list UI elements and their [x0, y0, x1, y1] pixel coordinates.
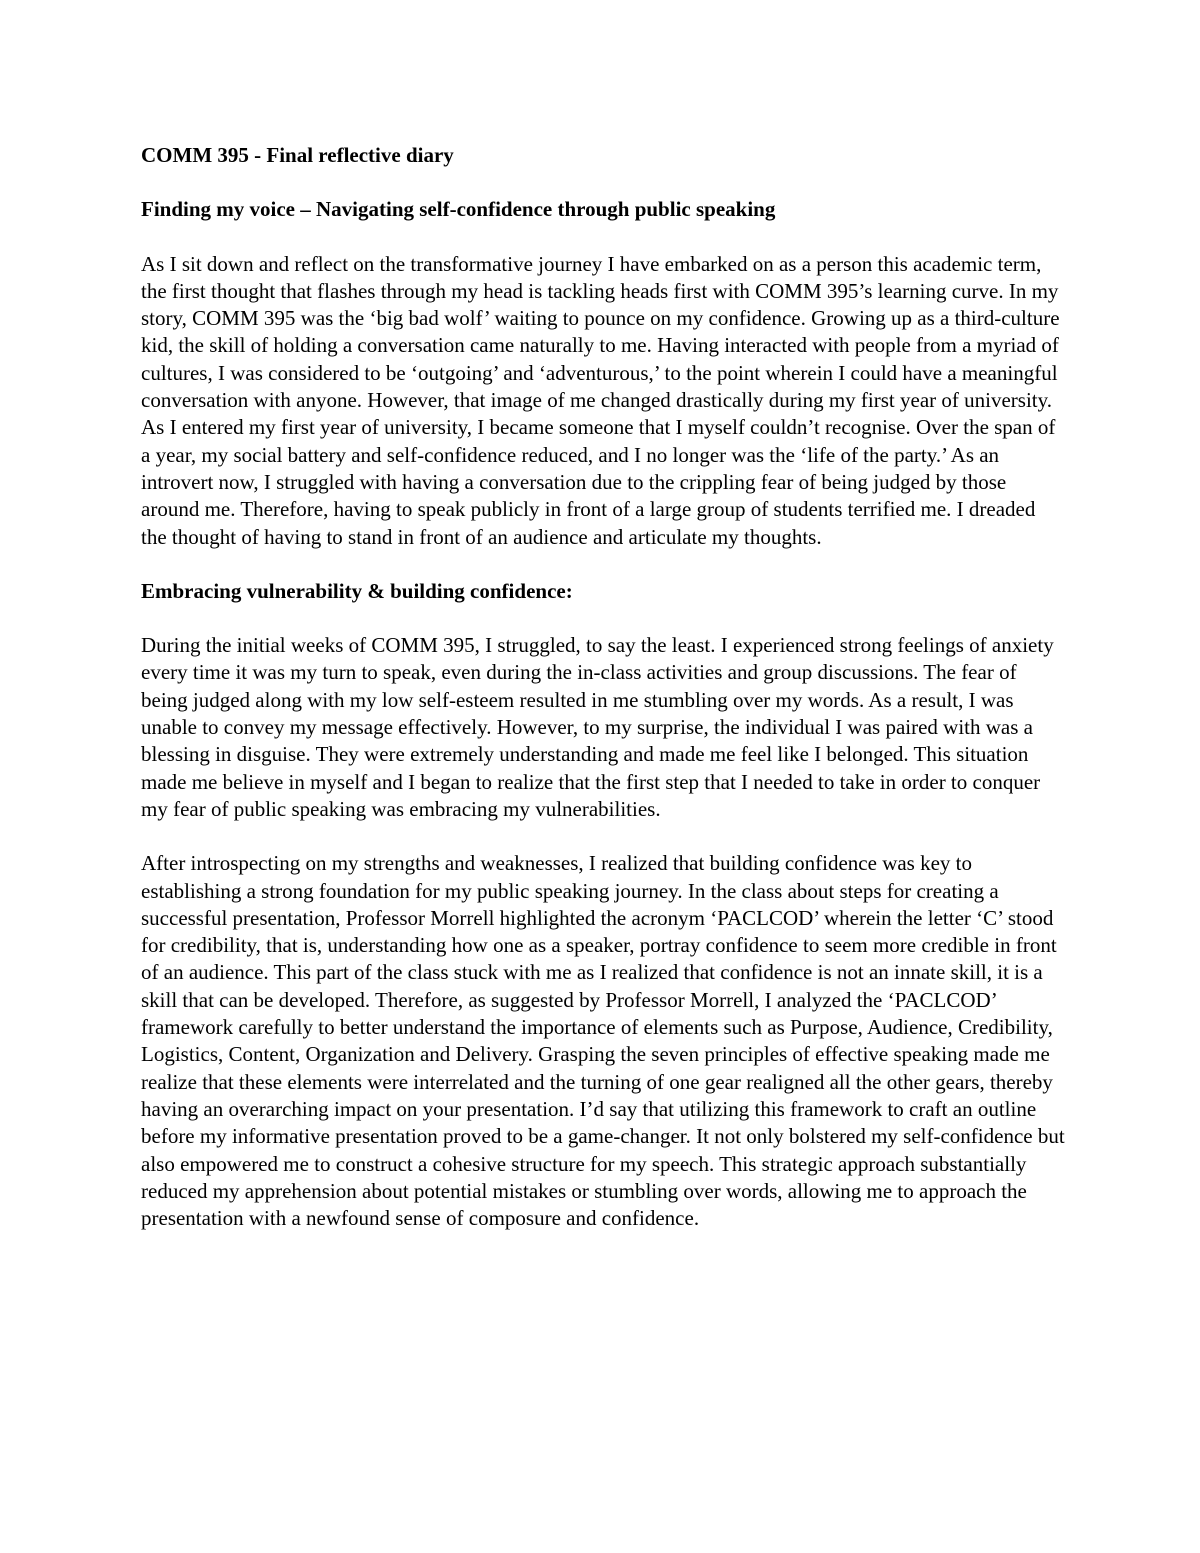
intro-paragraph: As I sit down and reflect on the transformative journey I have embarked on as a person this academic term, the first thought that flashes through my head is tackling heads first with COMM 395’s learning curve. In my story, COMM 395 was the ‘big bad wolf’ waiting to pounce on my confidence. Growing up as a third-culture kid, the skill of holding a conversation came naturally to me. Having interacted with people from a myriad of cultures, I was considered to be ‘outgoing’ and ‘adventurous,’ to the point wherein I could have a meaningful conversation with anyone. However, that image of me changed drastically during my first year of university. As I entered my first year of university, I became someone that I myself couldn’t recognise. Over the span of a year, my social battery and self-confidence reduced, and I no longer was the ‘life of the party.’ As an introvert now, I struggled with having a conversation due to the crippling fear of being judged by those around me. Therefore, having to speak publicly in front of a large group of students terrified me. I dreaded the thought of having to stand in front of an audience and articulate my thoughts.	[141, 251, 1060, 549]
section-paragraph-2: After introspecting on my strengths and weaknesses, I realized that building confidence was key to establishing a strong foundation for my public speaking journey. In the class about steps for creating a successful presentation, Professor Morrell highlighted the acronym ‘PACLCOD’ wherein the letter ‘C’ stood for credibility, that is, understanding how one as a speaker, portray confidence to seem more credible in front of an audience. This part of the class stuck with me as I realized that confidence is not an innate skill, it is a skill that can be developed. Therefore, as suggested by Professor Morrell, I analyzed the ‘PACLCOD’ framework carefully to better understand the importance of elements such as Purpose, Audience, Credibility, Logistics, Content, Organization and Delivery. Grasping the seven principles of effective speaking made me realize that these elements were interrelated and the turning of one gear realigned all the other gears, thereby having an overarching impact on your presentation. I’d say that utilizing this framework to craft an outline before my informative presentation proved to be a game-changer. It not only bolstered my self-confidence but also empowered me to construct a cohesive structure for my speech. This strategic approach substantially reduced my apprehension about potential mistakes or stumbling over words, allowing me to approach the presentation with a newfound sense of composure and confidence.	[141, 851, 1065, 1231]
section-heading: Embracing vulnerability & building confidence:	[141, 578, 573, 603]
document-subtitle: Finding my voice – Navigating self-confidence through public speaking	[141, 197, 776, 222]
document-body	[141, 142, 1065, 1259]
document-title: COMM 395 - Final reflective diary	[141, 143, 454, 167]
section-paragraph-1: During the initial weeks of COMM 395, I struggled, to say the least. I experienced strong feelings of anxiety every time it was my turn to speak, even during the in-class activities and group discussions. The fear of being judged along with my low self-esteem resulted in me stumbling over my words. As a result, I was unable to convey my message effectively. However, to my surprise, the individual I was paired with was a blessing in disguise. They were extremely understanding and made me feel like I belonged. This situation made me believe in myself and I began to realize that the first step that I needed to take in order to conquer my fear of public speaking was embracing my vulnerabilities.	[141, 633, 1054, 821]
